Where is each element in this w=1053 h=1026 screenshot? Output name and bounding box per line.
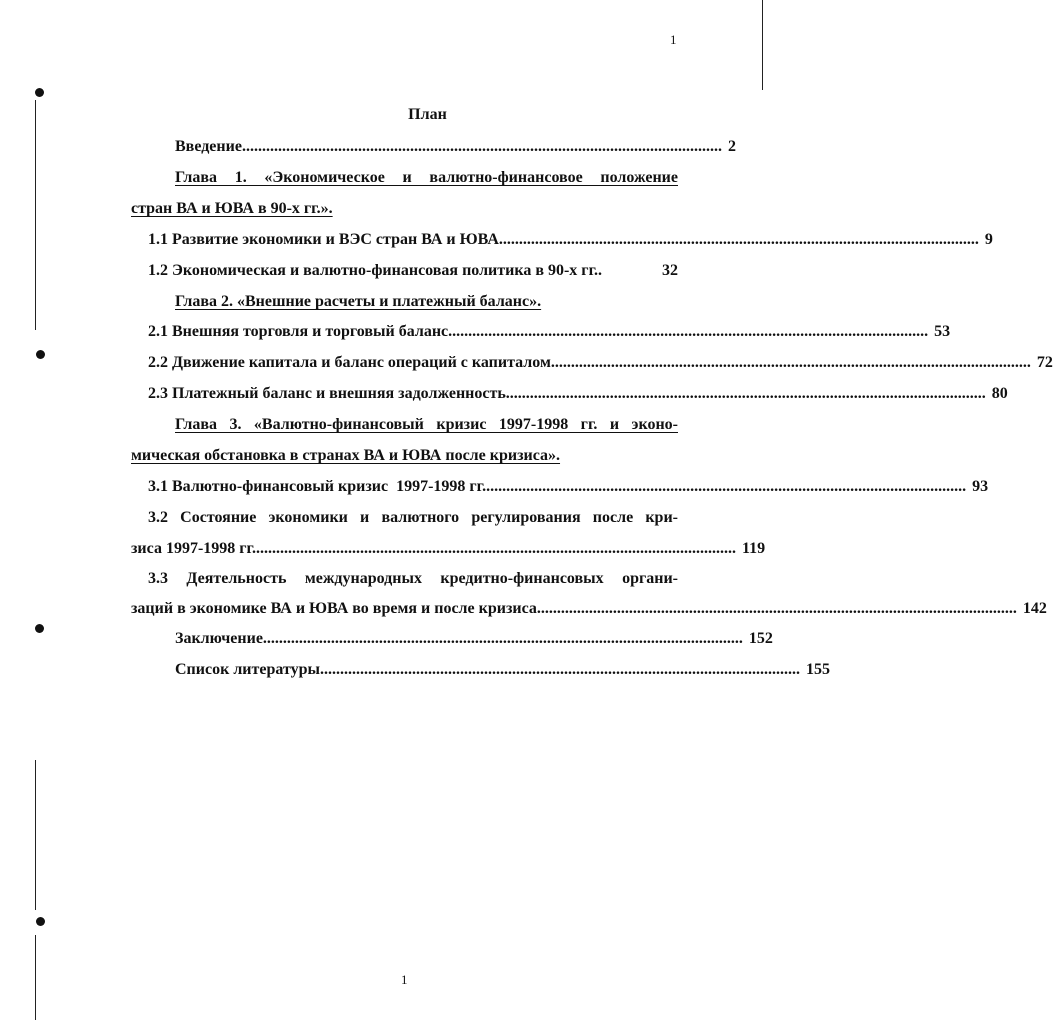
binder-hole-mark xyxy=(36,917,45,926)
toc-page-number: 155 xyxy=(806,661,830,678)
toc-entry-introduction xyxy=(175,137,736,157)
toc-entry-3-1 xyxy=(148,477,989,497)
binder-hole-mark xyxy=(36,350,45,359)
toc-page-number: 72 xyxy=(1036,354,1053,371)
chapter-1-heading-line-2: стран ВА и ЮВА в 90-х гг.». xyxy=(131,200,333,217)
toc-page-number: 9 xyxy=(984,231,993,248)
toc-entry-1-2 xyxy=(148,261,678,281)
binder-hole-mark xyxy=(35,88,44,97)
dot-leader: ........................................................................................................................ xyxy=(486,478,967,495)
toc-entry-1-1 xyxy=(148,230,993,250)
toc-entry-references xyxy=(175,660,830,680)
right-edge-line xyxy=(762,0,763,90)
dot-leader: ........................................................................................................................ xyxy=(536,600,1017,617)
toc-label: зиса 1997-1998 гг. xyxy=(131,540,256,557)
toc-entry-2-3 xyxy=(148,384,1008,404)
toc-entry-3-3 xyxy=(131,599,1047,619)
toc-page-number: 53 xyxy=(934,323,951,340)
toc-entry-3-2-line-1: 3.2 Состояние экономики и валютного регулирования после кри- xyxy=(148,509,678,526)
toc-page-number: 80 xyxy=(991,385,1008,402)
toc-label: Список литературы xyxy=(175,661,320,678)
toc-label: 2.1 Внешняя торговля и торговый баланс xyxy=(148,323,449,340)
left-edge-line xyxy=(35,760,36,910)
chapter-2-heading: Глава 2. «Внешние расчеты и платежный баланс». xyxy=(175,293,542,310)
toc-entry-2-1 xyxy=(148,322,951,342)
dot-leader: ........................................................................................................................ xyxy=(498,231,979,248)
toc-entry-3-3-line-1: 3.3 Деятельность международных кредитно-финансовых органи- xyxy=(148,570,678,587)
toc-label: заций в экономике ВА и ЮВА во время и после кризиса xyxy=(131,600,537,617)
dot-leader: ........................................................................................................................ xyxy=(505,385,986,402)
chapter-3-heading-line-2: мическая обстановка в странах ВА и ЮВА после кризиса». xyxy=(131,447,561,464)
chapter-1-heading-line-1: Глава 1. «Экономическое и валютно-финансовое положение xyxy=(175,169,678,186)
binder-hole-mark xyxy=(35,624,44,633)
left-edge-line xyxy=(35,100,36,330)
chapter-3-heading-line-1: Глава 3. «Валютно-финансовый кризис 1997-1998 гг. и эконо- xyxy=(175,416,678,433)
left-edge-line xyxy=(35,935,36,1020)
toc-label: Заключение xyxy=(175,630,263,647)
dot-leader: ........................................................................................................................ xyxy=(241,138,722,155)
toc-label: 1.1 Развитие экономики и ВЭС стран ВА и ЮВА xyxy=(148,231,499,248)
toc-entry-3-2 xyxy=(131,539,766,559)
toc-label: Введение xyxy=(175,138,242,155)
toc-label: 3.1 Валютно-финансовый кризис 1997-1998 гг. xyxy=(148,478,487,495)
page-number-top: 1 xyxy=(670,32,677,47)
toc-page-number: 93 xyxy=(972,478,989,495)
page-title: План xyxy=(408,106,447,123)
toc-entry-conclusion xyxy=(175,629,773,649)
dot-leader: ........................................................................................................................ xyxy=(256,540,736,557)
toc-entry-2-2 xyxy=(148,353,1053,373)
toc-label: 1.2 Экономическая и валютно-финансовая политика в 90-х гг.. xyxy=(148,262,603,279)
dot-leader: ........................................................................................................................ xyxy=(448,323,929,340)
toc-label: 2.2 Движение капитала и баланс операций с капиталом xyxy=(148,354,551,371)
dot-leader: ........................................................................................................................ xyxy=(550,354,1031,371)
dot-leader: ........................................................................................................................ xyxy=(320,661,800,678)
toc-page-number: 32 xyxy=(662,262,678,279)
toc-page-number: 142 xyxy=(1022,600,1047,617)
toc-page-number: 152 xyxy=(748,630,773,647)
page-number-bottom: 1 xyxy=(401,972,408,987)
toc-page-number: 119 xyxy=(742,540,766,557)
toc-label: 2.3 Платежный баланс и внешняя задолженность xyxy=(148,385,506,402)
toc-page-number: 2 xyxy=(727,138,736,155)
dot-leader: ........................................................................................................................ xyxy=(262,630,743,647)
